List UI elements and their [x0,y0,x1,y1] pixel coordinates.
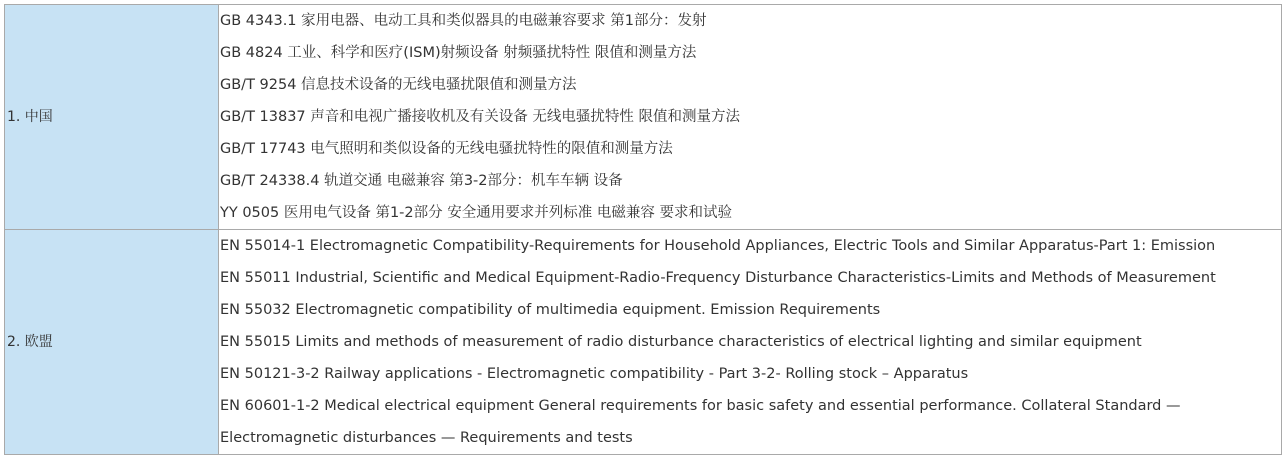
standard-item: EN 55014-1 Electromagnetic Compatibility-Requirements for Household Appliances, Electric Tools and Similar Apparatus-Part 1: Emission [220,238,1216,254]
standard-item: GB 4824 工业、科学和医疗(ISM)射频设备 射频骚扰特性 限值和测量方法 [220,45,697,61]
region-cell-eu [5,230,219,455]
standard-item: EN 50121-3-2 Railway applications - Electromagnetic compatibility - Part 3-2- Rolling stock – Apparatus [220,366,969,382]
table-row-china [5,5,1282,230]
standard-item: GB/T 13837 声音和电视广播接收机及有关设备 无线电骚扰特性 限值和测量方法 [220,109,740,125]
standard-item: GB/T 9254 信息技术设备的无线电骚扰限值和测量方法 [220,77,577,93]
standards-table [4,4,1282,455]
standards-cell-eu [219,230,1282,455]
standard-item: EN 55011 Industrial, Scientific and Medical Equipment-Radio-Frequency Disturbance Characteristics-Limits and Methods of Measurement [220,270,1216,286]
region-label: 1. 中国 [7,109,53,125]
table-row-eu [5,230,1282,455]
standard-item: EN 55032 Electromagnetic compatibility of multimedia equipment. Emission Requirements [220,302,881,318]
standard-item: GB 4343.1 家用电器、电动工具和类似器具的电磁兼容要求 第1部分：发射 [220,13,707,29]
standard-item: EN 60601-1-2 Medical electrical equipment General requirements for basic safety and essential performance. Collateral Standard — Electromagnetic disturbances — Requirements and tests [220,398,1181,446]
standard-item: EN 55015 Limits and methods of measurement of radio disturbance characteristics of electrical lighting and similar equipment [220,334,1142,350]
standard-item: GB/T 24338.4 轨道交通 电磁兼容 第3-2部分：机车车辆 设备 [220,173,623,189]
standard-item: YY 0505 医用电气设备 第1-2部分 安全通用要求并列标准 电磁兼容 要求和试验 [220,205,732,221]
standards-cell-china [219,5,1282,230]
region-cell-china [5,5,219,230]
region-label: 2. 欧盟 [7,334,53,350]
standard-item: GB/T 17743 电气照明和类似设备的无线电骚扰特性的限值和测量方法 [220,141,673,157]
